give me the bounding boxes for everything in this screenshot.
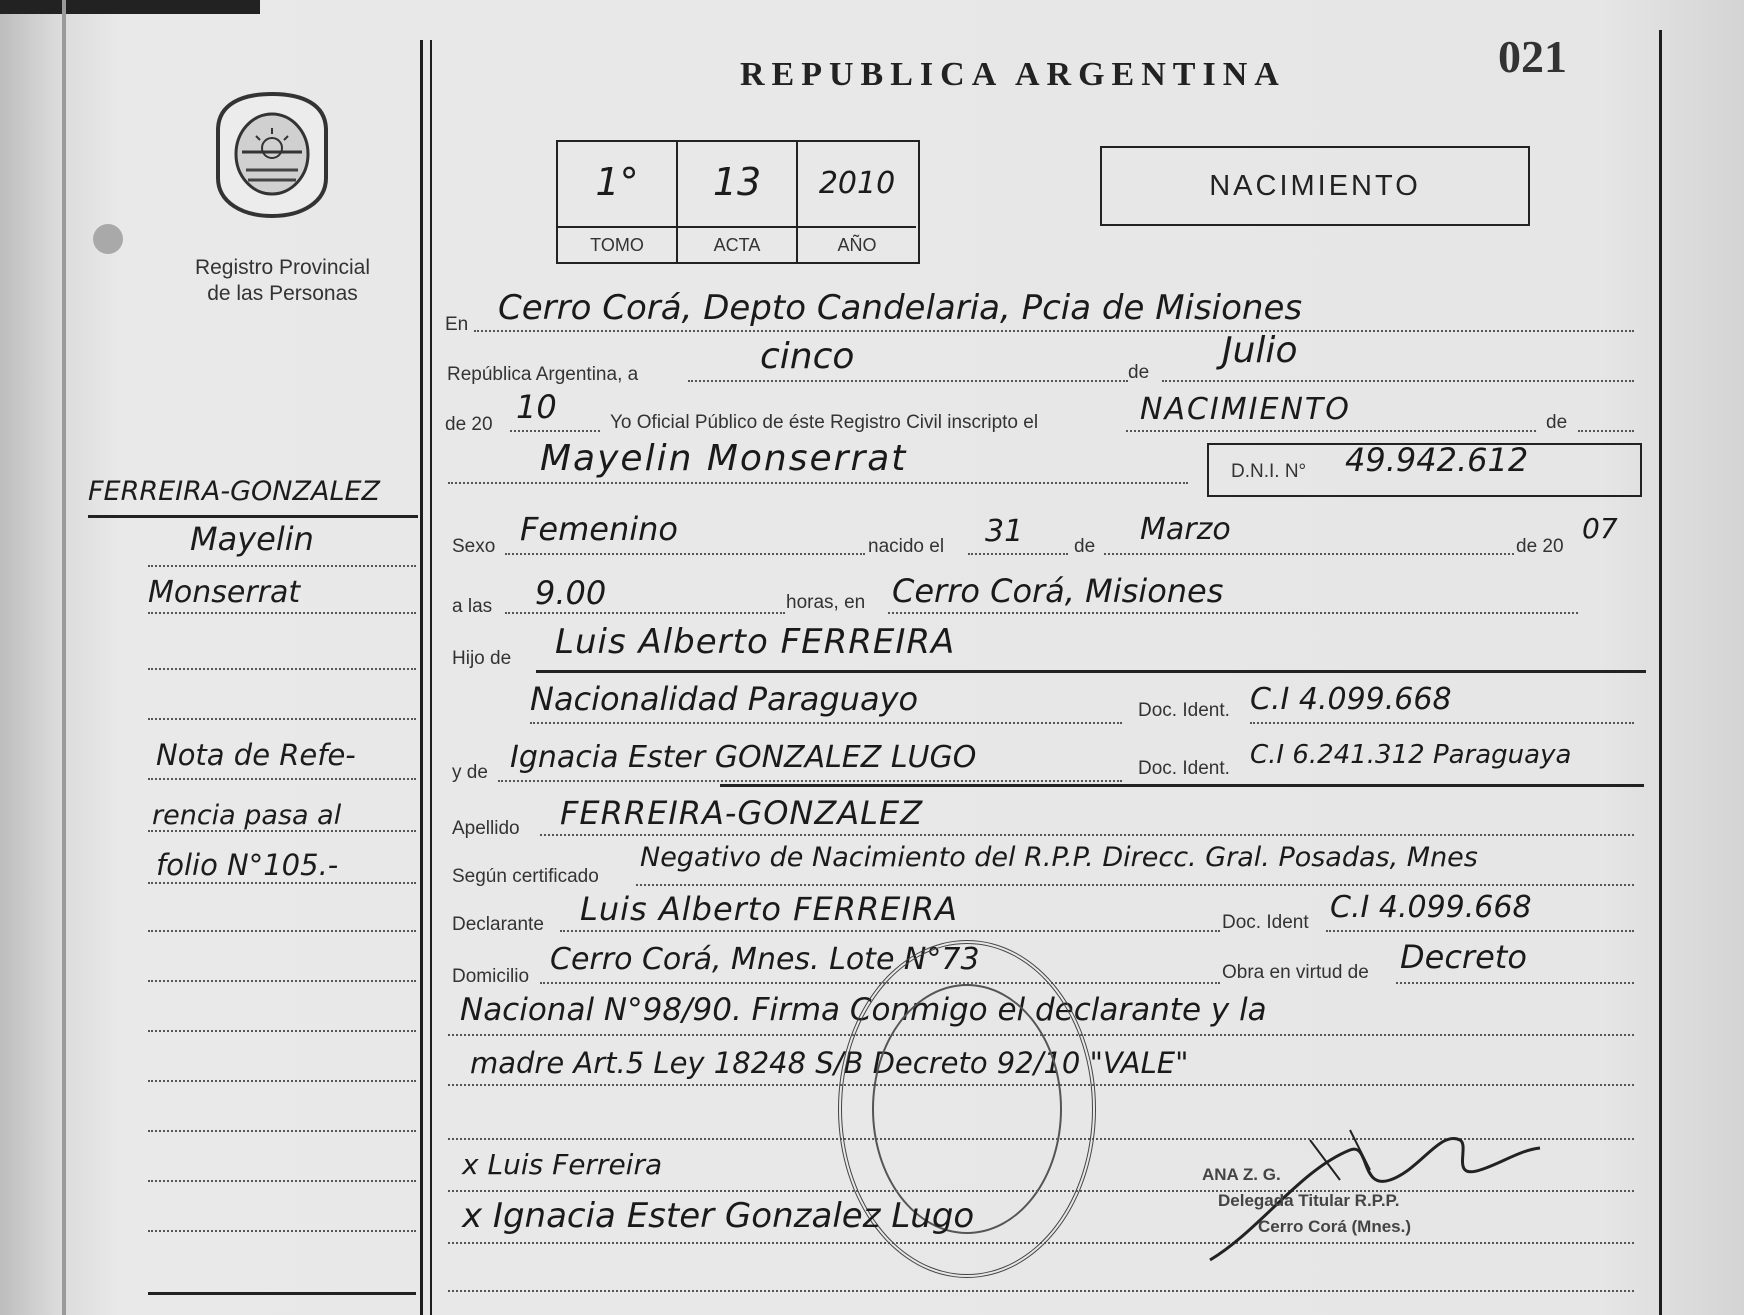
field-line	[540, 834, 1634, 836]
field-line	[1326, 930, 1634, 932]
obra-label: Obra en virtud de	[1222, 962, 1369, 983]
continuation-line2: madre Art.5 Ley 18248 S/B Decreto 92/10 "VALE"	[470, 1046, 1189, 1080]
margin-line	[148, 930, 416, 932]
field-line	[530, 722, 1122, 724]
sex-field: Femenino	[520, 510, 678, 548]
signature-mother: x Ignacia Ester Gonzalez Lugo	[462, 1196, 975, 1236]
de-label: de	[1128, 362, 1150, 383]
agency-name-line1: Registro Provincial	[194, 256, 371, 279]
margin-line	[148, 565, 416, 567]
field-line	[536, 670, 1646, 673]
de200-label: de 20	[1516, 536, 1564, 557]
official-name: ANA Z. G.	[1202, 1165, 1281, 1184]
field-line	[448, 482, 1188, 484]
surname-field: FERREIRA-GONZALEZ	[560, 794, 924, 832]
margin-note-line2: rencia pasa al	[152, 800, 342, 831]
registry-box	[556, 140, 920, 264]
field-line	[720, 784, 1644, 787]
anio-label: AÑO	[798, 226, 916, 262]
republica-label: República Argentina, a	[447, 364, 639, 385]
birth-month-field: Marzo	[1140, 512, 1231, 547]
margin-surname: FERREIRA-GONZALEZ	[88, 476, 381, 507]
margin-given-name-1: Mayelin	[190, 520, 314, 558]
birth-year-suffix-field: 07	[1582, 512, 1618, 545]
margin-line	[148, 980, 416, 982]
field-line	[1578, 430, 1634, 432]
hijo-label: Hijo de	[452, 648, 512, 669]
de20-label: de 20	[445, 414, 493, 435]
margin-line	[148, 1030, 416, 1032]
apellido-label: Apellido	[452, 818, 520, 839]
margin-line	[148, 882, 416, 884]
field-line	[1104, 553, 1514, 555]
declarant-field: Luis Alberto FERREIRA	[580, 890, 958, 928]
margin-line	[148, 1130, 416, 1132]
field-line	[1126, 430, 1536, 432]
yde-label: y de	[452, 762, 488, 783]
field-line	[968, 553, 1068, 555]
scan-shadow	[0, 0, 260, 14]
field-line	[474, 330, 1634, 332]
tomo-value: 1°	[595, 160, 639, 204]
acta-cell	[678, 142, 798, 262]
en-label: En	[445, 314, 469, 335]
child-name-field: Mayelin Monserrat	[540, 438, 908, 479]
field-line	[448, 1290, 1634, 1292]
mother-doc-field: C.I 6.241.312 Paraguaya	[1250, 740, 1572, 770]
field-line	[498, 780, 1122, 782]
acta-label: ACTA	[678, 226, 796, 262]
segun-label: Según certificado	[452, 866, 599, 887]
agency-name-line2: de las Personas	[207, 282, 358, 305]
birth-day-field: 31	[985, 514, 1024, 549]
alas-label: a las	[452, 596, 493, 617]
father-field: Luis Alberto FERREIRA	[555, 622, 956, 662]
certificate-field: Negativo de Nacimiento del R.P.P. Direcc. Gral. Posadas, Mnes	[640, 842, 1478, 873]
doc-label-2: Doc. Ident.	[1138, 758, 1230, 779]
province-seal-logo	[212, 90, 332, 220]
father-nationality-field: Nacionalidad Paraguayo	[530, 680, 919, 718]
binding-edge	[62, 0, 66, 1315]
left-rule	[420, 40, 423, 1315]
right-rule	[1659, 30, 1662, 1315]
official-title: Delegada Titular R.P.P.	[1218, 1191, 1400, 1210]
official-location: Cerro Corá (Mnes.)	[1258, 1217, 1412, 1236]
month-field: Julio	[1222, 330, 1298, 371]
agency-name	[160, 255, 405, 307]
decree-field: Decreto	[1400, 938, 1527, 976]
tomo-label: TOMO	[558, 226, 676, 262]
sexo-label: Sexo	[452, 536, 496, 557]
field-line	[1250, 722, 1634, 724]
folio-number: 021	[1498, 31, 1567, 82]
place-field: Cerro Corá, Depto Candelaria, Pcia de Misiones	[498, 288, 1303, 328]
day-field: cinco	[760, 336, 855, 377]
margin-line	[88, 515, 418, 518]
de-label-3: de	[1074, 536, 1096, 557]
act-type-box: NACIMIENTO	[1100, 146, 1530, 226]
margin-line	[148, 1292, 416, 1295]
field-line	[560, 930, 1220, 932]
dni-box	[1207, 443, 1642, 497]
nacido-label: nacido el	[868, 536, 945, 557]
margin-note-line1: Nota de Refe-	[156, 738, 356, 772]
field-line	[505, 553, 865, 555]
dni-label: D.N.I. N°	[1231, 461, 1307, 482]
field-line	[1396, 982, 1634, 984]
margin-line	[148, 612, 416, 614]
signature-father: x Luis Ferreira	[462, 1148, 663, 1181]
margin-line	[148, 1180, 416, 1182]
margin-note-line3: folio N°105.-	[156, 848, 339, 882]
oficial-label: Yo Oficial Público de éste Registro Civil inscripto el	[610, 412, 1039, 433]
field-line	[636, 884, 1634, 886]
margin-line	[148, 668, 416, 670]
father-doc-field: C.I 4.099.668	[1250, 682, 1452, 717]
acta-value: 13	[712, 160, 762, 204]
de-label-2: de	[1546, 412, 1568, 433]
doc-label-1: Doc. Ident.	[1138, 700, 1230, 721]
field-line	[1162, 380, 1634, 382]
country-title: REPUBLICA ARGENTINA	[740, 56, 1286, 93]
field-line	[505, 612, 785, 614]
field-line	[510, 430, 600, 432]
punch-hole	[93, 224, 123, 254]
anio-cell	[798, 142, 916, 262]
margin-line	[148, 1230, 416, 1232]
declarante-label: Declarante	[452, 914, 544, 935]
margin-line	[148, 778, 416, 780]
birth-hour-field: 9.00	[535, 574, 607, 612]
continuation-line1: Nacional N°98/90. Firma Conmigo el declarante y la	[460, 992, 1267, 1028]
year-suffix-field: 10	[516, 388, 557, 426]
inscribed-as-field: NACIMIENTO	[1140, 392, 1351, 427]
horas-label: horas, en	[786, 592, 866, 613]
doc-label-3: Doc. Ident	[1222, 912, 1309, 933]
tomo-cell	[558, 142, 678, 262]
declarant-doc-field: C.I 4.099.668	[1330, 890, 1532, 925]
margin-given-name-2: Monserrat	[148, 575, 301, 610]
domicilio-label: Domicilio	[452, 966, 530, 987]
field-line	[688, 380, 1128, 382]
margin-line	[148, 718, 416, 720]
anio-value: 2010	[818, 166, 896, 201]
birth-place-field: Cerro Corá, Misiones	[892, 572, 1224, 610]
dni-value: 49.942.612	[1345, 441, 1529, 479]
left-rule-inner	[430, 40, 432, 1315]
mother-field: Ignacia Ester GONZALEZ LUGO	[510, 740, 977, 775]
address-field: Cerro Corá, Mnes. Lote N°73	[550, 942, 980, 977]
field-line	[888, 612, 1578, 614]
official-block	[1202, 1162, 1412, 1240]
margin-line	[148, 1080, 416, 1082]
